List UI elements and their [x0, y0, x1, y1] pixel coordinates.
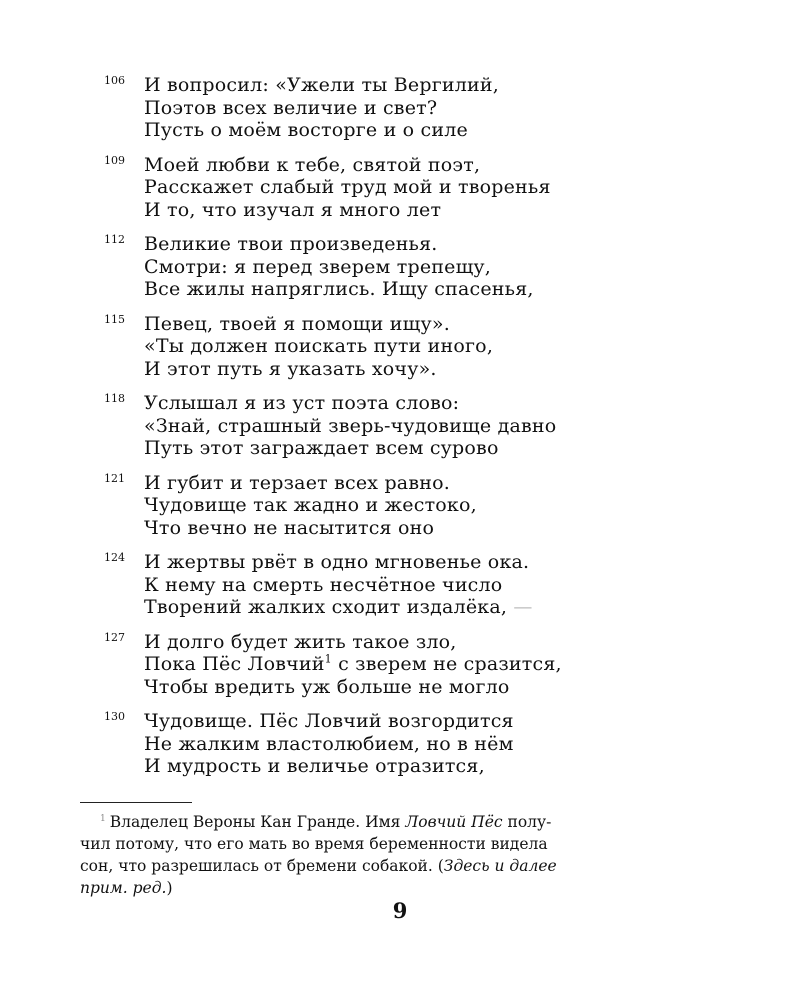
stanza: [104, 710, 724, 778]
footnote-line: [80, 877, 700, 899]
footnote-italic-text: прим. ред.: [80, 879, 167, 897]
stanza: [104, 74, 724, 142]
footnote-line: чил потому, что его мать во время беременности видела: [80, 835, 548, 853]
footnote-italic-text: Здесь и далее: [443, 857, 557, 875]
footnote-line: [80, 811, 700, 833]
stanza: [104, 154, 724, 222]
verse-line: Чудовище. Пёс Ловчий возгордится: [144, 710, 514, 732]
verse-line: Услышал я из уст поэта слово:: [144, 392, 460, 414]
stanza: [104, 233, 724, 301]
line-number: 121: [104, 471, 125, 485]
verse-line: И жертвы рвёт в одно мгновенье ока.: [144, 551, 530, 573]
footnote-text: ): [166, 879, 173, 897]
line-number: 112: [104, 233, 125, 246]
verse-line: Моей любви к тебе, святой поэт,: [144, 153, 481, 176]
verse-line: И долго будет жить такое зло,: [144, 630, 457, 653]
page-number: 9: [392, 898, 408, 923]
footnote-mark: 1: [100, 813, 106, 824]
footnote-text: Владелец Вероны Кан Гранде. Имя: [109, 813, 406, 831]
verse-line: И губит и терзает всех равно.: [144, 471, 450, 494]
stanza: [104, 551, 724, 619]
verse-line: Пусть о моём восторге и о силе: [144, 119, 468, 141]
line-number: 118: [104, 392, 125, 405]
footnote-divider: [80, 802, 192, 803]
line-number: 124: [104, 551, 125, 564]
verse-line: «Ты должен поискать пути иного,: [144, 335, 494, 357]
footnote-line: [80, 855, 700, 877]
verse-line: Смотри: я перед зверем трепещу,: [144, 255, 492, 278]
verse-line: Путь этот заграждает всем сурово: [144, 437, 499, 459]
line-number: 130: [104, 710, 125, 723]
footnote: [80, 811, 700, 899]
verse-line: И то, что изучал я много лет: [144, 198, 442, 221]
verse-line: К нему на смерть несчётное число: [144, 573, 503, 596]
line-number: 109: [104, 153, 125, 167]
verse-line-text: Пока Пёс Ловчий: [144, 653, 325, 675]
verse-line: Не жалким властолюбием, но в нём: [144, 732, 514, 755]
stanza: [104, 313, 724, 381]
stanza: [104, 392, 724, 460]
verse-line: И этот путь я указать хочу».: [144, 357, 437, 380]
line-number: 127: [104, 630, 125, 644]
verse-line: Великие твои произведенья.: [144, 233, 438, 255]
line-number: 106: [104, 74, 125, 87]
verse-line: Чтобы вредить уж больше не могло: [144, 675, 510, 698]
footnote-italic-text: Ловчий Пёс: [405, 813, 503, 831]
footnote-reference[interactable]: 1: [324, 652, 332, 666]
em-dash-mark: —: [513, 596, 533, 618]
verse-line: Певец, твоей я помощи ищу».: [144, 312, 450, 335]
verse-line: Что вечно не насытится оно: [144, 516, 435, 539]
footnote-text: полу-: [502, 813, 552, 831]
verse-line-text: Творений жалких сходит издалёка,: [144, 596, 508, 618]
verse-line: Все жилы напряглись. Ищу спасенья,: [144, 278, 534, 300]
line-number: 115: [104, 312, 125, 326]
poem-body: [104, 74, 724, 790]
verse-line: «Знай, страшный зверь-чудовище давно: [144, 414, 557, 437]
stanza: [104, 472, 724, 540]
verse-line: И мудрость и величье отразится,: [144, 755, 485, 777]
verse-line: Чудовище так жадно и жестоко,: [144, 494, 477, 516]
footnote-text: сон, что разрешилась от бремени собакой. (: [80, 857, 444, 875]
verse-line: Расскажет слабый труд мой и творенья: [144, 176, 551, 198]
stanza: [104, 631, 724, 699]
verse-line-text: с зверем не сразится,: [331, 653, 562, 675]
verse-line: [144, 653, 724, 676]
verse-line: И вопросил: «Ужели ты Вергилий,: [144, 74, 499, 96]
verse-line: Поэтов всех величие и свет?: [144, 96, 438, 119]
verse-line: [144, 596, 724, 619]
